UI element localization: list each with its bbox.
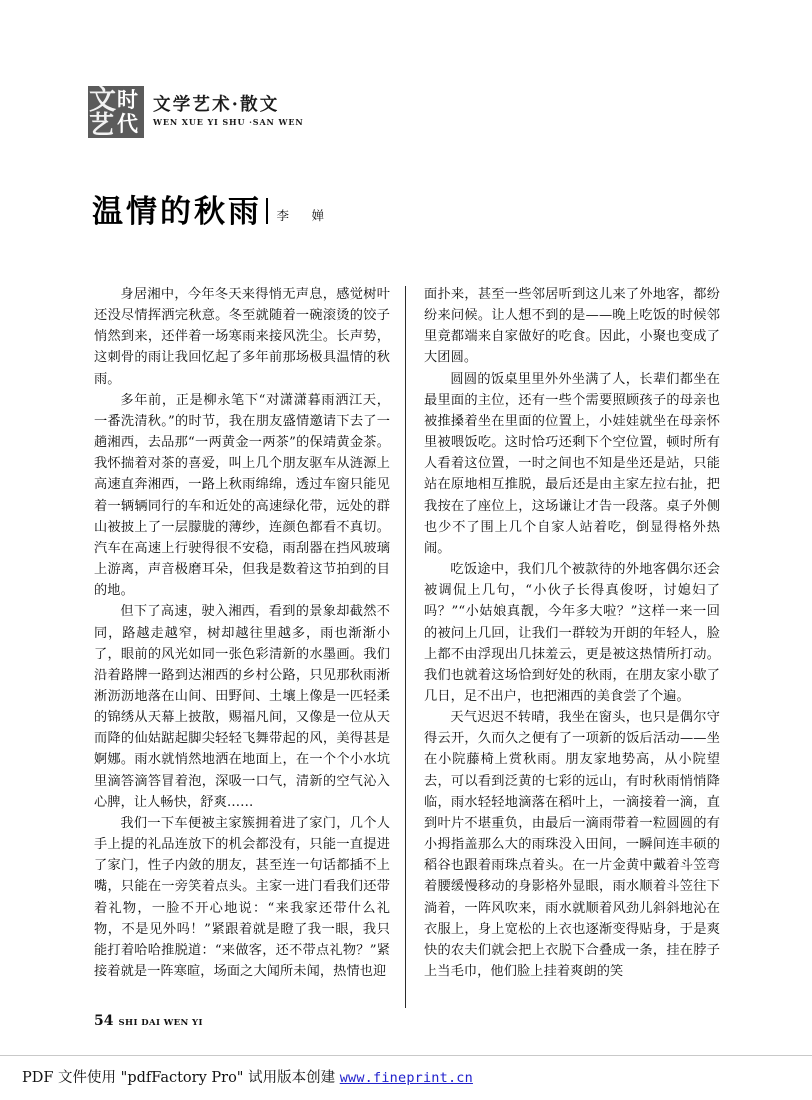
title-divider xyxy=(266,198,268,224)
magazine-logo xyxy=(88,86,144,138)
logo-char-shi: 时 xyxy=(117,87,138,112)
paragraph: 我们一下车便被主家簇拥着进了家门，几个人手上提的礼品连放下的机会都没有，只能一直提进了家门，性子内敛的朋友，甚至连一句话都插不上嘴，只能在一旁笑着点头。主家一进门看我们还带着礼物，一脸不开心地说：“来我家还带什么礼物，不是见外吗！”紧跟着就是瞪了我一眼，我只能打着哈哈推脱道：“来做客，还不带点礼物？”紧接着就是一阵寒暄，场面之大闻所未闻，热情也迎 xyxy=(94,815,390,979)
logo-char-wen: 文 xyxy=(89,86,116,116)
magazine-name-footer: SHI DAI WEN YI xyxy=(118,1018,203,1028)
folio xyxy=(94,1013,203,1029)
paragraph: 吃饭途中，我们几个被款待的外地客偶尔还会被调侃上几句，“小伙子长得真俊呀，讨媳妇了吗？”“小姑娘真靓，今年多大啦？”这样一来一回的被问上几回，让我们一群较为开朗的年轻人，脸上都不由浮现出几抹羞云，更是被这热情所打动。我们也就着这场恰到好处的秋雨，在朋友家小歇了几日，足不出户，也把湘西的美食尝了个遍。 xyxy=(424,562,720,704)
page-number: 54 xyxy=(94,1013,114,1029)
paragraph: 面扑来，甚至一些邻居听到这儿来了外地客，都纷纷来问候。让人想不到的是——晚上吃饭的时候邻里竟都端来自家做好的吃食。因此，小聚也变成了大团圆。 xyxy=(424,287,720,366)
paragraph: 但下了高速，驶入湘西，看到的景象却截然不同，路越走越窄，树却越往里越多，雨也渐渐小了，眼前的风光如同一张色彩清新的水墨画。我们沿着路牌一路到达湘西的乡村公路，只见那秋雨淅淅沥沥地落在山间、田野间、土壤上像是一匹轻柔的锦绣从天幕上披散，赐福凡间，又像是一位从天而降的仙姑踮起脚尖轻轻飞舞带起的风，美得甚是婀娜。雨水就悄然地洒在地面上，在一个个小水坑里滴答滴答冒着泡，深吸一口气，清新的空气沁入心脾，让人畅快，舒爽…… xyxy=(94,604,390,810)
article-body xyxy=(94,284,720,1010)
paragraph: 身居湘中，今年冬天来得悄无声息，感觉树叶还没尽情挥洒完秋意。冬至就随着一碗滚烫的饺子悄然到来，还伴着一场寒雨来接风洗尘。长声势，这刺骨的雨让我回忆起了多年前那场极具温情的秋雨。 xyxy=(94,287,390,387)
paragraph: 天气迟迟不转晴，我坐在窗头，也只是偶尔守得云开，久而久之便有了一项新的饭后活动——坐在小院藤椅上赏秋雨。朋友家地势高，从小院望去，可以看到泛黄的七彩的远山，有时秋雨悄悄降临，雨水轻轻地滴落在稻叶上，一滴接着一滴，直到叶片不堪重负，由最后一滴雨带着一粒圆圆的有小拇指盖那么大的雨珠没入田间，一瞬间连丰硕的稻谷也跟着雨珠点着头。在一片金黄中戴着斗笠弯着腰缓慢移动的身影格外显眼，雨水顺着斗笠往下淌着，一阵风吹来，雨水就顺着风劲儿斜斜地沁在衣服上，身上宽松的上衣也逐渐变得贴身，于是爽快的农夫们就会把上衣脱下合叠成一条，挂在脖子上当毛巾，他们脸上挂着爽朗的笑 xyxy=(424,710,720,979)
page-title: 温情的秋雨 xyxy=(92,194,262,230)
section-name-pinyin: WEN XUE YI SHU ·SAN WEN xyxy=(153,117,304,128)
paragraph: 多年前，正是柳永笔下“对潇潇暮雨洒江天，一番洗清秋。”的时节，我在朋友盛情邀请下去了一趟湘西，去品那“一两黄金一两茶”的保靖黄金茶。我怀揣着对茶的喜爱，叫上几个朋友驱车从涟源上高速直奔湘西，一路上秋雨绵绵，透过车窗只能见着一辆辆同行的车和近处的高速绿化带，远处的群山被披上了一层朦胧的薄纱，连颜色都看不真切。汽车在高速上行驶得很不安稳，雨刮器在挡风玻璃上游离，声音极磨耳朵，但我是数着这节拍到的目的地。 xyxy=(94,392,390,599)
watermark-separator xyxy=(0,1055,812,1056)
author-byline: 李 婵 xyxy=(276,208,330,223)
section-name-cn: 文学艺术·散文 xyxy=(153,95,280,115)
logo-char-dai: 代 xyxy=(117,111,138,136)
masthead xyxy=(88,86,304,138)
logo-char-yi: 艺 xyxy=(89,110,115,138)
right-column xyxy=(424,284,720,1010)
column-gutter xyxy=(390,284,424,1010)
title-block xyxy=(92,196,329,228)
left-column xyxy=(94,284,390,1010)
pdf-watermark xyxy=(22,1066,473,1087)
watermark-text: PDF 文件使用 "pdfFactory Pro" 试用版本创建 xyxy=(22,1070,336,1086)
section-heading xyxy=(153,86,304,127)
fineprint-link[interactable]: www.fineprint.cn xyxy=(339,1070,473,1086)
paragraph: 圆圆的饭桌里里外外坐满了人，长辈们都坐在最里面的主位，还有一些个需要照顾孩子的母亲也被推搡着坐在里面的位置上，小娃娃就坐在母亲怀里被喂饭吃。这时恰巧还剩下个空位置，顿时所有人看着这位置，一时之间也不知是坐还是站，只能站在原地相互推脱，最后还是由主家左拉右扯，把我按在了座位上，这场谦让才告一段落。桌子外侧也少不了围上几个自家人站着吃，倒显得格外热闹。 xyxy=(424,371,720,556)
column-divider xyxy=(405,286,406,1008)
